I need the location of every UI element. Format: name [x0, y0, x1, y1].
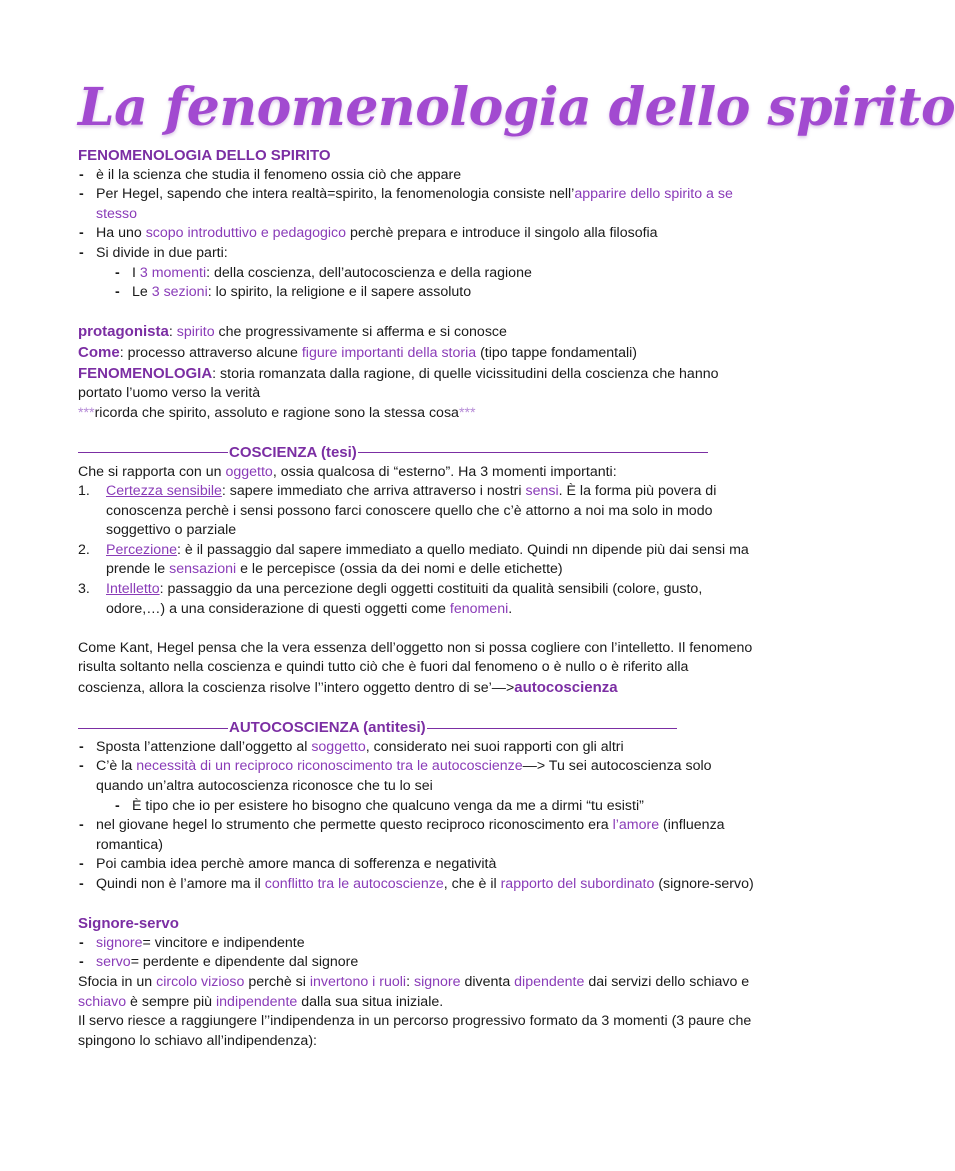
list-number: 3.	[78, 581, 90, 598]
text: diventa	[460, 973, 515, 990]
circolo-vizioso-paragraph	[78, 973, 758, 1012]
text: e le percepisce (ossia da dei nomi e delle etichette)	[236, 561, 563, 578]
highlight-text: servo	[96, 954, 131, 971]
divider-line	[427, 728, 677, 729]
text: :	[168, 324, 177, 341]
list-text: Le	[132, 284, 152, 301]
divider-line	[358, 452, 708, 453]
autocoscienza-list	[78, 738, 758, 895]
text: : è il passaggio dal sapere immediato a quello mediato. Quindi nn dipende più dai sensi ma prende le	[106, 541, 749, 578]
highlight-text: scopo introduttivo e pedagogico	[145, 225, 347, 242]
spacer	[78, 303, 758, 323]
text: che progressivamente si afferma e si conosce	[214, 324, 507, 341]
list-number: 1.	[78, 483, 90, 500]
text: : storia romanzata dalla ragione, di quelle vicissitudini della coscienza che hanno portato l’uomo verso la verità	[78, 365, 719, 402]
text: (influenza romantica)	[96, 817, 725, 853]
list-item	[78, 953, 758, 973]
text: , considerato nei suoi rapporti con gli altri	[365, 738, 624, 755]
highlight-text: conflitto tra le autocoscienze	[264, 875, 444, 892]
spacer	[78, 895, 758, 915]
list-item	[114, 264, 758, 284]
section-heading-label: AUTOCOSCIENZA (antitesi)	[229, 719, 426, 737]
coscienza-intro	[78, 463, 758, 483]
list-item	[78, 738, 758, 758]
list-item	[78, 224, 758, 244]
term-label: FENOMENOLOGIA	[78, 364, 213, 382]
highlight-text: dipendente	[514, 973, 585, 990]
highlight-text: schiavo	[78, 993, 127, 1010]
text: Che si rapporta con un	[78, 463, 226, 480]
text: .	[508, 600, 513, 617]
highlight-text: signore	[413, 973, 461, 990]
list-item	[78, 244, 758, 303]
highlight-text: circolo vizioso	[156, 973, 245, 990]
list-text: perchè prepara e introduce il singolo alla filosofia	[346, 225, 658, 242]
text: dalla sua situa iniziale.	[297, 993, 444, 1010]
highlight-text: signore	[96, 934, 143, 951]
list-text: Ha uno	[96, 225, 146, 242]
list-item	[78, 875, 758, 895]
highlight-text: invertono i ruoli	[309, 973, 407, 990]
list-text: : lo spirito, la religione e il sapere assoluto	[207, 284, 472, 301]
list-text: Per Hegel, sapendo che intera realtà=spirito, la fenomenologia consiste nell’	[96, 186, 575, 203]
ricorda-note	[78, 404, 758, 424]
list-item	[78, 482, 758, 541]
section-heading-fenomenologia: FENOMENOLOGIA DELLO SPIRITO	[78, 147, 331, 164]
divider-line	[78, 452, 228, 453]
highlight-text: soggetto	[311, 738, 366, 755]
section-heading-label: COSCIENZA (tesi)	[229, 443, 357, 461]
term-label: autocoscienza	[514, 679, 618, 697]
text: È tipo che io per esistere ho bisogno che qualcuno venga da me a dirmi “tu esisti”	[132, 797, 644, 814]
highlight-text: oggetto	[225, 463, 273, 480]
spacer	[78, 699, 758, 719]
list-text: : della coscienza, dell’autocoscienza e della ragione	[206, 264, 532, 281]
divider-line	[78, 728, 228, 729]
text: perchè si	[244, 973, 310, 990]
text: —> Tu sei autocoscienza solo quando un’altra autocoscienza riconosce che tu lo sei	[96, 758, 712, 794]
highlight-text: apparire dello spirito a se stesso	[96, 186, 733, 222]
protagonista-line	[78, 322, 758, 343]
highlight-text: 3 momenti	[139, 264, 207, 281]
document-body	[78, 146, 758, 1051]
list-number: 2.	[78, 541, 90, 558]
term-label: protagonista	[78, 323, 169, 341]
term-label: Come	[78, 343, 120, 361]
list-item	[78, 757, 758, 816]
text: , che è il	[443, 875, 501, 892]
list-item	[78, 855, 758, 875]
list-item	[78, 166, 758, 186]
text: C’è la	[96, 758, 137, 775]
spacer	[78, 423, 758, 443]
stars-decoration: ***	[78, 404, 95, 421]
list-item	[78, 580, 758, 619]
list-item	[78, 816, 758, 855]
highlight-text: fenomeni	[449, 600, 509, 617]
text: nel giovane hegel lo strumento che permette questo reciproco riconoscimento era	[96, 817, 613, 834]
signore-servo-list	[78, 934, 758, 973]
text: ricorda che spirito, assoluto e ragione sono la stessa cosa	[94, 404, 459, 421]
fenomenologia-list	[78, 166, 758, 303]
highlight-text: rapporto del subordinato	[500, 875, 655, 892]
highlight-text: figure importanti della storia	[301, 344, 477, 361]
highlight-text: sensazioni	[169, 561, 237, 578]
highlight-text: indipendente	[216, 993, 298, 1010]
list-item	[114, 283, 758, 303]
text: (signore-servo)	[654, 875, 754, 892]
list-item	[78, 934, 758, 954]
text: :	[406, 973, 414, 990]
list-text: Si divide in due parti:	[96, 244, 228, 261]
text: = perdente e dipendente dal signore	[130, 954, 359, 971]
text: : processo attraverso alcune	[119, 344, 302, 361]
highlight-text: sensi	[525, 483, 559, 500]
highlight-text: l’amore	[612, 817, 660, 834]
text: (tipo tappe fondamentali)	[476, 344, 638, 361]
list-text: è il la scienza che studia il fenomeno ossia ciò che appare	[96, 166, 462, 183]
text: è sempre più	[126, 993, 217, 1010]
sub-list	[114, 264, 758, 303]
section-heading-signore-servo: Signore-servo	[78, 915, 179, 933]
text: = vincitore e indipendente	[142, 934, 305, 951]
stars-decoration: ***	[458, 404, 476, 421]
sub-list	[114, 797, 758, 817]
highlight-text: spirito	[176, 324, 215, 341]
text: Come Kant, Hegel pensa che la vera essenza dell’oggetto non si possa cogliere con l’intelletto. Il fenomeno risulta soltanto nella coscienza e quindi tutto ciò che è fuori dal fenomeno o è nullo o è riferito alla coscienza, allora la coscienza risolve l’’intero oggetto dentro di se’—>	[78, 639, 753, 697]
text: Poi cambia idea perchè amore manca di sofferenza e negatività	[96, 856, 497, 873]
section-heading-coscienza	[78, 443, 758, 463]
spacer	[78, 619, 758, 639]
page-title: La fenomenologia dello spirito	[78, 77, 955, 138]
fenomenologia-definition	[78, 364, 758, 404]
underlined-term: Intelletto	[106, 581, 160, 598]
coscienza-moments-list	[78, 482, 758, 619]
kant-paragraph	[78, 639, 758, 699]
list-item	[78, 185, 758, 224]
highlight-text: 3 sezioni	[151, 284, 208, 301]
text: : passaggio da una percezione degli oggetti costituiti da qualità sensibili (colore, gusto, odore,…) a una considerazione di questi oggetti come	[106, 581, 703, 617]
text: Sposta l’attenzione dall’oggetto al	[96, 738, 312, 755]
text: dai servizi dello schiavo e	[584, 973, 750, 990]
underlined-term: Certezza sensibile	[106, 483, 222, 500]
text: : sapere immediato che arriva attraverso i nostri	[221, 483, 526, 500]
highlight-text: necessità di un reciproco riconoscimento tra le autocoscienze	[136, 758, 523, 775]
text: Sfocia in un	[78, 973, 157, 990]
list-item	[78, 541, 758, 580]
come-line	[78, 343, 758, 364]
text: , ossia qualcosa di “esterno”. Ha 3 momenti importanti:	[272, 463, 617, 480]
section-heading-autocoscienza	[78, 718, 758, 738]
list-item	[114, 797, 758, 817]
text: . È la forma più povera di conoscenza perchè i sensi possono farci conoscere quello che c’è attorno a noi ma solo in modo soggettivo o parziale	[106, 483, 717, 539]
text: Quindi non è l’amore ma il	[96, 875, 265, 892]
indipendenza-paragraph: Il servo riesce a raggiungere l’’indipendenza in un percorso progressivo formato da 3 momenti (3 paure che spingono lo schiavo all’indipendenza):	[78, 1013, 752, 1049]
list-text: I	[132, 264, 140, 281]
underlined-term: Percezione	[106, 541, 177, 558]
